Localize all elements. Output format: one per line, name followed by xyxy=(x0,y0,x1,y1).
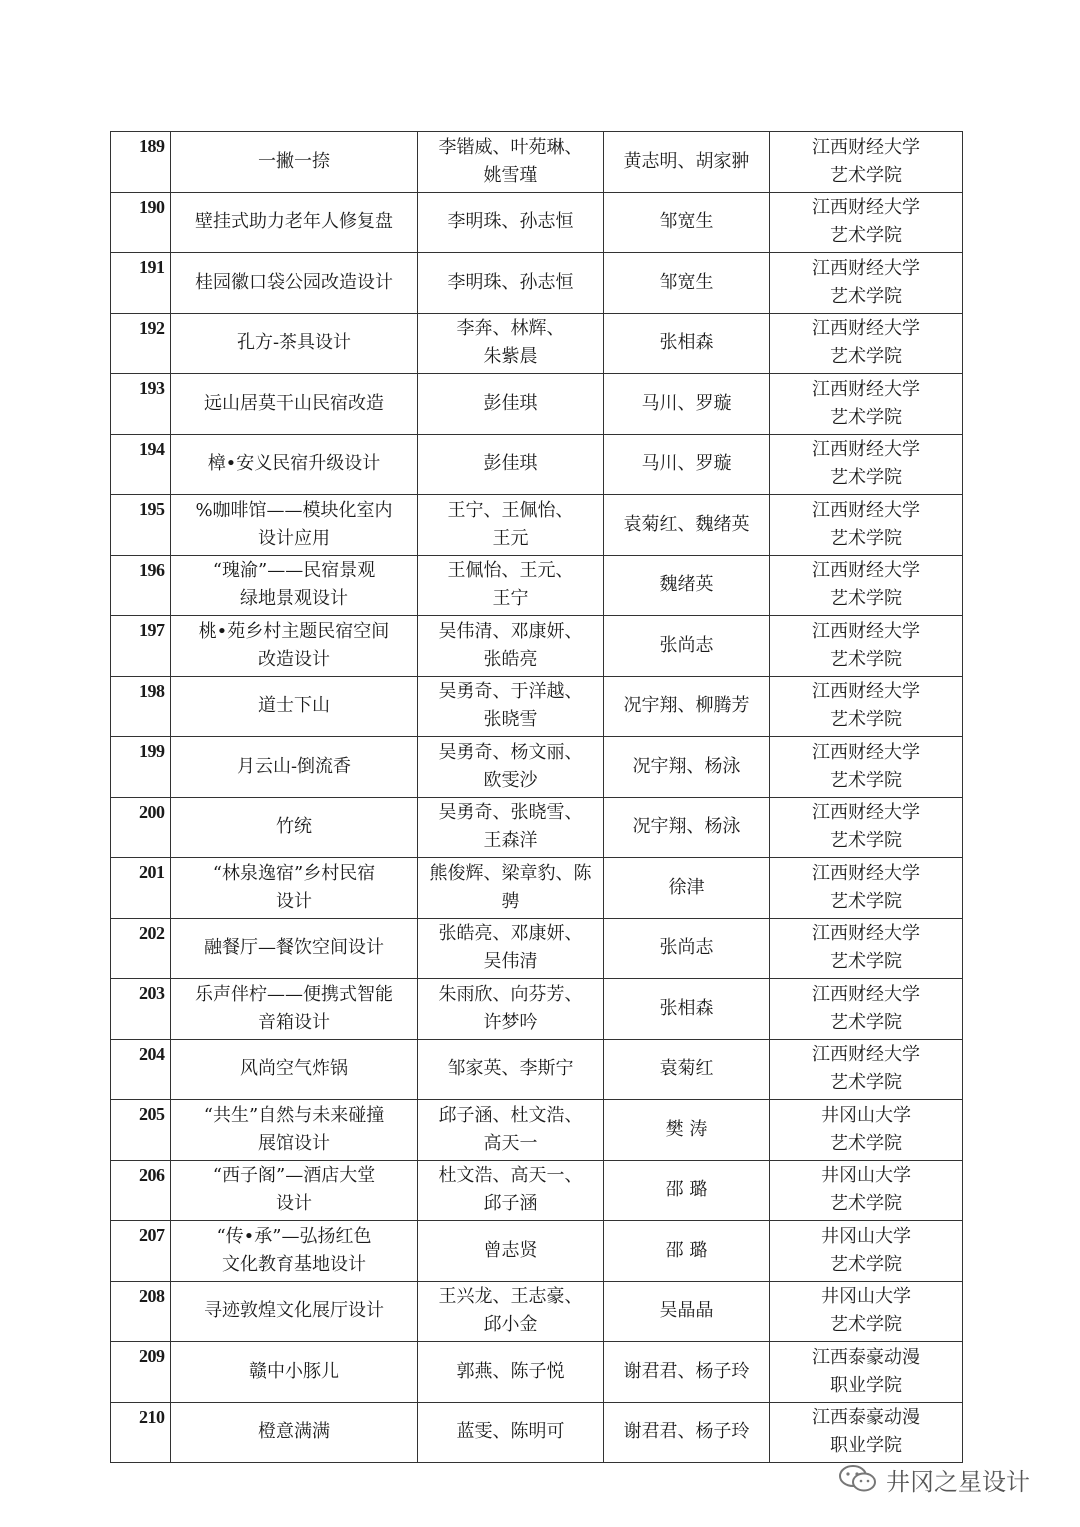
advisors-cell xyxy=(604,132,770,193)
watermark xyxy=(838,1462,1030,1496)
authors-line: 欧雯沙 xyxy=(483,769,538,791)
school-line: 艺术学院 xyxy=(830,406,902,428)
work-title-cell xyxy=(171,858,418,919)
authors-cell xyxy=(418,858,604,919)
advisors-line: 马川、罗璇 xyxy=(641,453,732,475)
advisors-cell xyxy=(604,737,770,798)
work-title-line: 寻迹敦煌文化展厅设计 xyxy=(204,1300,384,1322)
row-number: 209 xyxy=(111,1342,171,1403)
advisors-cell xyxy=(604,616,770,677)
school-line: 艺术学院 xyxy=(830,1193,902,1215)
authors-line: 彭佳琪 xyxy=(483,392,538,414)
row-number: 198 xyxy=(111,676,171,737)
authors-line: 吴勇奇、杨文丽、 xyxy=(438,741,583,763)
authors-line: 王宁 xyxy=(492,588,529,610)
advisors-line: 邹宽生 xyxy=(659,211,714,233)
work-title-line: 乐声伴柠——便携式智能 xyxy=(195,983,393,1005)
authors-cell xyxy=(418,495,604,556)
authors-cell xyxy=(418,616,604,677)
school-line: 艺术学院 xyxy=(830,467,902,489)
table-row xyxy=(111,616,963,677)
authors-line: 吴勇奇、张晓雪、 xyxy=(438,802,583,824)
advisors-cell xyxy=(604,192,770,253)
school-line: 江西财经大学 xyxy=(812,1044,920,1066)
school-line: 江西财经大学 xyxy=(812,257,920,279)
advisors-line: 魏绪英 xyxy=(659,574,714,596)
work-title-line: 孔方-茶具设计 xyxy=(236,332,352,354)
authors-cell xyxy=(418,1221,604,1282)
work-title-cell xyxy=(171,434,418,495)
authors-cell xyxy=(418,555,604,616)
authors-line: 王佩怡、王元、 xyxy=(447,560,574,582)
advisors-cell xyxy=(604,253,770,314)
school-line: 江西财经大学 xyxy=(812,197,920,219)
school-line: 江西财经大学 xyxy=(812,318,920,340)
table-row xyxy=(111,1281,963,1342)
table-row xyxy=(111,1039,963,1100)
table-row xyxy=(111,797,963,858)
row-number: 208 xyxy=(111,1281,171,1342)
school-cell xyxy=(770,192,963,253)
table-row xyxy=(111,979,963,1040)
work-title-line: 一撇一捺 xyxy=(258,150,330,172)
authors-cell xyxy=(418,918,604,979)
table-row xyxy=(111,253,963,314)
work-title-cell xyxy=(171,132,418,193)
school-line: 艺术学院 xyxy=(830,769,902,791)
school-line: 艺术学院 xyxy=(830,1314,902,1336)
table-row xyxy=(111,918,963,979)
row-number: 206 xyxy=(111,1160,171,1221)
table-row xyxy=(111,858,963,919)
school-cell xyxy=(770,555,963,616)
advisors-cell xyxy=(604,676,770,737)
advisors-line: 况宇翔、杨泳 xyxy=(632,816,741,838)
authors-line: 骋 xyxy=(501,890,520,912)
authors-line: 李明珠、孙志恒 xyxy=(447,211,574,233)
authors-cell xyxy=(418,1342,604,1403)
advisors-cell xyxy=(604,1281,770,1342)
authors-cell xyxy=(418,1039,604,1100)
row-number: 191 xyxy=(111,253,171,314)
work-title-cell xyxy=(171,616,418,677)
school-line: 江西泰豪动漫 xyxy=(812,1407,920,1429)
school-cell xyxy=(770,253,963,314)
authors-cell xyxy=(418,313,604,374)
advisors-line: 况宇翔、柳腾芳 xyxy=(623,695,750,717)
work-title-line: “林泉逸宿”乡村民宿 xyxy=(212,862,376,884)
work-title-line: 音箱设计 xyxy=(258,1011,330,1033)
school-line: 江西财经大学 xyxy=(812,862,920,884)
authors-line: 彭佳琪 xyxy=(483,453,538,475)
school-line: 艺术学院 xyxy=(830,890,902,912)
work-title-cell xyxy=(171,374,418,435)
row-number: 195 xyxy=(111,495,171,556)
wechat-icon xyxy=(838,1464,878,1494)
school-line: 井冈山大学 xyxy=(821,1225,911,1247)
authors-cell xyxy=(418,1100,604,1161)
work-title-line: 文化教育基地设计 xyxy=(222,1253,366,1275)
school-line: 艺术学院 xyxy=(830,648,902,670)
row-number: 201 xyxy=(111,858,171,919)
work-title-cell xyxy=(171,979,418,1040)
authors-line: 王森洋 xyxy=(483,830,538,852)
work-title-cell xyxy=(171,1342,418,1403)
school-line: 江西财经大学 xyxy=(812,560,920,582)
authors-line: 曾志贤 xyxy=(483,1239,538,1261)
authors-line: 王元 xyxy=(492,527,529,549)
school-line: 井冈山大学 xyxy=(821,1104,911,1126)
advisors-line: 邵 璐 xyxy=(665,1239,708,1261)
school-cell xyxy=(770,797,963,858)
advisors-line: 邵 璐 xyxy=(665,1179,708,1201)
table-row xyxy=(111,313,963,374)
school-line: 江西财经大学 xyxy=(812,620,920,642)
awards-table-body xyxy=(111,132,963,1463)
authors-cell xyxy=(418,374,604,435)
school-line: 江西财经大学 xyxy=(812,439,920,461)
table-row xyxy=(111,192,963,253)
school-line: 艺术学院 xyxy=(830,1253,902,1275)
work-title-line: “瑰渝”——民宿景观 xyxy=(212,560,376,582)
school-line: 艺术学院 xyxy=(830,1072,902,1094)
school-line: 艺术学院 xyxy=(830,285,902,307)
advisors-cell xyxy=(604,434,770,495)
table-row xyxy=(111,1160,963,1221)
advisors-line: 谢君君、杨子玲 xyxy=(623,1421,750,1443)
work-title-line: 壁挂式助力老年人修复盘 xyxy=(195,211,393,233)
advisors-line: 况宇翔、杨泳 xyxy=(632,755,741,777)
work-title-cell xyxy=(171,1039,418,1100)
advisors-line: 谢君君、杨子玲 xyxy=(623,1360,750,1382)
school-line: 艺术学院 xyxy=(830,346,902,368)
school-cell xyxy=(770,737,963,798)
authors-line: 吴伟清、邓康妍、 xyxy=(438,620,583,642)
advisors-line: 张相森 xyxy=(659,997,714,1019)
advisors-line: 张相森 xyxy=(659,332,714,354)
authors-line: 邱子涵、杜文浩、 xyxy=(438,1104,583,1126)
advisors-line: 袁菊红 xyxy=(659,1058,714,1080)
school-line: 井冈山大学 xyxy=(821,1165,911,1187)
work-title-cell xyxy=(171,1402,418,1463)
work-title-line: 设计 xyxy=(276,890,312,912)
table-row xyxy=(111,555,963,616)
school-line: 职业学院 xyxy=(830,1435,902,1457)
school-cell xyxy=(770,374,963,435)
authors-line: 李锴威、叶苑琳、 xyxy=(438,136,583,158)
school-cell xyxy=(770,1160,963,1221)
row-number: 210 xyxy=(111,1402,171,1463)
table-row xyxy=(111,1100,963,1161)
work-title-line: 设计 xyxy=(276,1193,312,1215)
authors-cell xyxy=(418,797,604,858)
work-title-line: 桂园徽口袋公园改造设计 xyxy=(195,271,393,293)
advisors-line: 樊 涛 xyxy=(665,1118,708,1140)
authors-line: 王兴龙、王志豪、 xyxy=(438,1286,583,1308)
advisors-cell xyxy=(604,1100,770,1161)
advisors-cell xyxy=(604,313,770,374)
row-number: 202 xyxy=(111,918,171,979)
advisors-line: 张尚志 xyxy=(659,634,714,656)
school-line: 艺术学院 xyxy=(830,830,902,852)
row-number: 193 xyxy=(111,374,171,435)
row-number: 200 xyxy=(111,797,171,858)
advisors-cell xyxy=(604,918,770,979)
work-title-cell xyxy=(171,918,418,979)
school-cell xyxy=(770,918,963,979)
table-row xyxy=(111,434,963,495)
table-row xyxy=(111,737,963,798)
advisors-line: 袁菊红、魏绪英 xyxy=(623,513,750,535)
school-cell xyxy=(770,616,963,677)
school-line: 江西财经大学 xyxy=(812,378,920,400)
school-cell xyxy=(770,434,963,495)
row-number: 189 xyxy=(111,132,171,193)
authors-line: 张皓亮、邓康妍、 xyxy=(438,923,583,945)
authors-line: 张皓亮 xyxy=(483,648,538,670)
school-cell xyxy=(770,858,963,919)
authors-line: 李奔、林辉、 xyxy=(456,318,565,340)
work-title-line: “西子阁”—酒店大堂 xyxy=(212,1165,376,1187)
awards-table xyxy=(110,131,963,1463)
work-title-cell xyxy=(171,737,418,798)
authors-cell xyxy=(418,676,604,737)
authors-line: 吴勇奇、于洋越、 xyxy=(438,681,583,703)
row-number: 192 xyxy=(111,313,171,374)
work-title-line: 桃•苑乡村主题民宿空间 xyxy=(198,620,390,642)
table-row xyxy=(111,676,963,737)
authors-cell xyxy=(418,192,604,253)
advisors-line: 吴晶晶 xyxy=(659,1300,714,1322)
work-title-line: 远山居莫干山民宿改造 xyxy=(204,392,384,414)
school-cell xyxy=(770,1402,963,1463)
school-line: 艺术学院 xyxy=(830,1011,902,1033)
school-line: 江西财经大学 xyxy=(812,923,920,945)
authors-line: 蓝雯、陈明可 xyxy=(456,1421,565,1443)
row-number: 204 xyxy=(111,1039,171,1100)
advisors-line: 马川、罗璇 xyxy=(641,392,732,414)
work-title-line: 月云山-倒流香 xyxy=(236,755,352,777)
school-line: 职业学院 xyxy=(830,1374,902,1396)
table-row xyxy=(111,1402,963,1463)
work-title-cell xyxy=(171,555,418,616)
work-title-line: 樟•安义民宿升级设计 xyxy=(207,453,381,475)
school-line: 艺术学院 xyxy=(830,709,902,731)
school-line: 艺术学院 xyxy=(830,527,902,549)
authors-line: 朱雨欣、向芬芳、 xyxy=(438,983,583,1005)
row-number: 207 xyxy=(111,1221,171,1282)
authors-line: 高天一 xyxy=(483,1132,538,1154)
work-title-cell xyxy=(171,192,418,253)
authors-cell xyxy=(418,1281,604,1342)
school-line: 艺术学院 xyxy=(830,951,902,973)
work-title-line: 展馆设计 xyxy=(258,1132,330,1154)
school-cell xyxy=(770,979,963,1040)
authors-line: 郭燕、陈子悦 xyxy=(456,1360,565,1382)
work-title-line: 风尚空气炸锅 xyxy=(240,1058,348,1080)
row-number: 197 xyxy=(111,616,171,677)
authors-line: 邱小金 xyxy=(483,1314,538,1336)
advisors-cell xyxy=(604,1160,770,1221)
authors-cell xyxy=(418,132,604,193)
authors-line: 邹家英、李斯宁 xyxy=(447,1058,574,1080)
row-number: 194 xyxy=(111,434,171,495)
school-cell xyxy=(770,1039,963,1100)
school-line: 江西财经大学 xyxy=(812,802,920,824)
advisors-cell xyxy=(604,1039,770,1100)
advisors-cell xyxy=(604,495,770,556)
work-title-cell xyxy=(171,1160,418,1221)
work-title-line: 竹统 xyxy=(276,816,312,838)
school-line: 井冈山大学 xyxy=(821,1286,911,1308)
work-title-line: %咖啡馆——模块化室内 xyxy=(195,499,393,521)
row-number: 190 xyxy=(111,192,171,253)
school-line: 江西财经大学 xyxy=(812,983,920,1005)
table-row xyxy=(111,132,963,193)
work-title-line: 橙意满满 xyxy=(258,1421,330,1443)
advisors-cell xyxy=(604,374,770,435)
school-line: 江西财经大学 xyxy=(812,499,920,521)
authors-cell xyxy=(418,979,604,1040)
table-row xyxy=(111,1342,963,1403)
authors-line: 姚雪瑾 xyxy=(483,164,538,186)
advisors-cell xyxy=(604,1402,770,1463)
school-cell xyxy=(770,1100,963,1161)
table-row xyxy=(111,495,963,556)
school-cell xyxy=(770,495,963,556)
work-title-cell xyxy=(171,1281,418,1342)
work-title-line: 赣中小豚儿 xyxy=(249,1360,339,1382)
authors-line: 杜文浩、高天一、 xyxy=(438,1165,583,1187)
row-number: 203 xyxy=(111,979,171,1040)
authors-line: 许梦吟 xyxy=(483,1011,538,1033)
watermark-text: 井冈之星设计 xyxy=(886,1467,1030,1496)
advisors-line: 邹宽生 xyxy=(659,271,714,293)
authors-line: 熊俊辉、梁章豹、陈 xyxy=(429,862,592,884)
advisors-cell xyxy=(604,797,770,858)
advisors-cell xyxy=(604,979,770,1040)
authors-cell xyxy=(418,1160,604,1221)
school-cell xyxy=(770,313,963,374)
authors-cell xyxy=(418,434,604,495)
work-title-cell xyxy=(171,313,418,374)
authors-cell xyxy=(418,1402,604,1463)
school-line: 江西财经大学 xyxy=(812,741,920,763)
school-cell xyxy=(770,1221,963,1282)
advisors-line: 徐津 xyxy=(668,876,705,898)
advisors-line: 张尚志 xyxy=(659,937,714,959)
work-title-cell xyxy=(171,1221,418,1282)
table-row xyxy=(111,1221,963,1282)
authors-line: 张晓雪 xyxy=(483,709,538,731)
advisors-cell xyxy=(604,858,770,919)
school-line: 江西财经大学 xyxy=(812,681,920,703)
advisors-cell xyxy=(604,555,770,616)
work-title-cell xyxy=(171,676,418,737)
work-title-line: 改造设计 xyxy=(258,648,330,670)
school-cell xyxy=(770,1281,963,1342)
work-title-line: 绿地景观设计 xyxy=(240,588,348,610)
work-title-line: “传•承”—弘扬红色 xyxy=(216,1225,372,1247)
school-line: 艺术学院 xyxy=(830,225,902,247)
work-title-line: 融餐厅—餐饮空间设计 xyxy=(204,937,384,959)
authors-line: 李明珠、孙志恒 xyxy=(447,271,574,293)
advisors-cell xyxy=(604,1342,770,1403)
work-title-cell xyxy=(171,495,418,556)
school-line: 江西财经大学 xyxy=(812,136,920,158)
row-number: 196 xyxy=(111,555,171,616)
school-cell xyxy=(770,132,963,193)
work-title-line: “共生”自然与未来碰撞 xyxy=(203,1104,385,1126)
advisors-line: 黄志明、胡家翀 xyxy=(623,150,750,172)
school-cell xyxy=(770,1342,963,1403)
authors-line: 吴伟清 xyxy=(483,951,538,973)
work-title-cell xyxy=(171,1100,418,1161)
row-number: 199 xyxy=(111,737,171,798)
school-line: 艺术学院 xyxy=(830,1132,902,1154)
work-title-line: 设计应用 xyxy=(258,527,330,549)
row-number: 205 xyxy=(111,1100,171,1161)
work-title-cell xyxy=(171,253,418,314)
school-line: 江西泰豪动漫 xyxy=(812,1346,920,1368)
work-title-cell xyxy=(171,797,418,858)
work-title-line: 道士下山 xyxy=(258,695,330,717)
school-line: 艺术学院 xyxy=(830,588,902,610)
school-cell xyxy=(770,676,963,737)
authors-line: 王宁、王佩怡、 xyxy=(447,499,574,521)
table-row xyxy=(111,374,963,435)
authors-cell xyxy=(418,253,604,314)
authors-line: 朱紫晨 xyxy=(483,346,538,368)
school-line: 艺术学院 xyxy=(830,164,902,186)
authors-line: 邱子涵 xyxy=(483,1193,538,1215)
authors-cell xyxy=(418,737,604,798)
advisors-cell xyxy=(604,1221,770,1282)
